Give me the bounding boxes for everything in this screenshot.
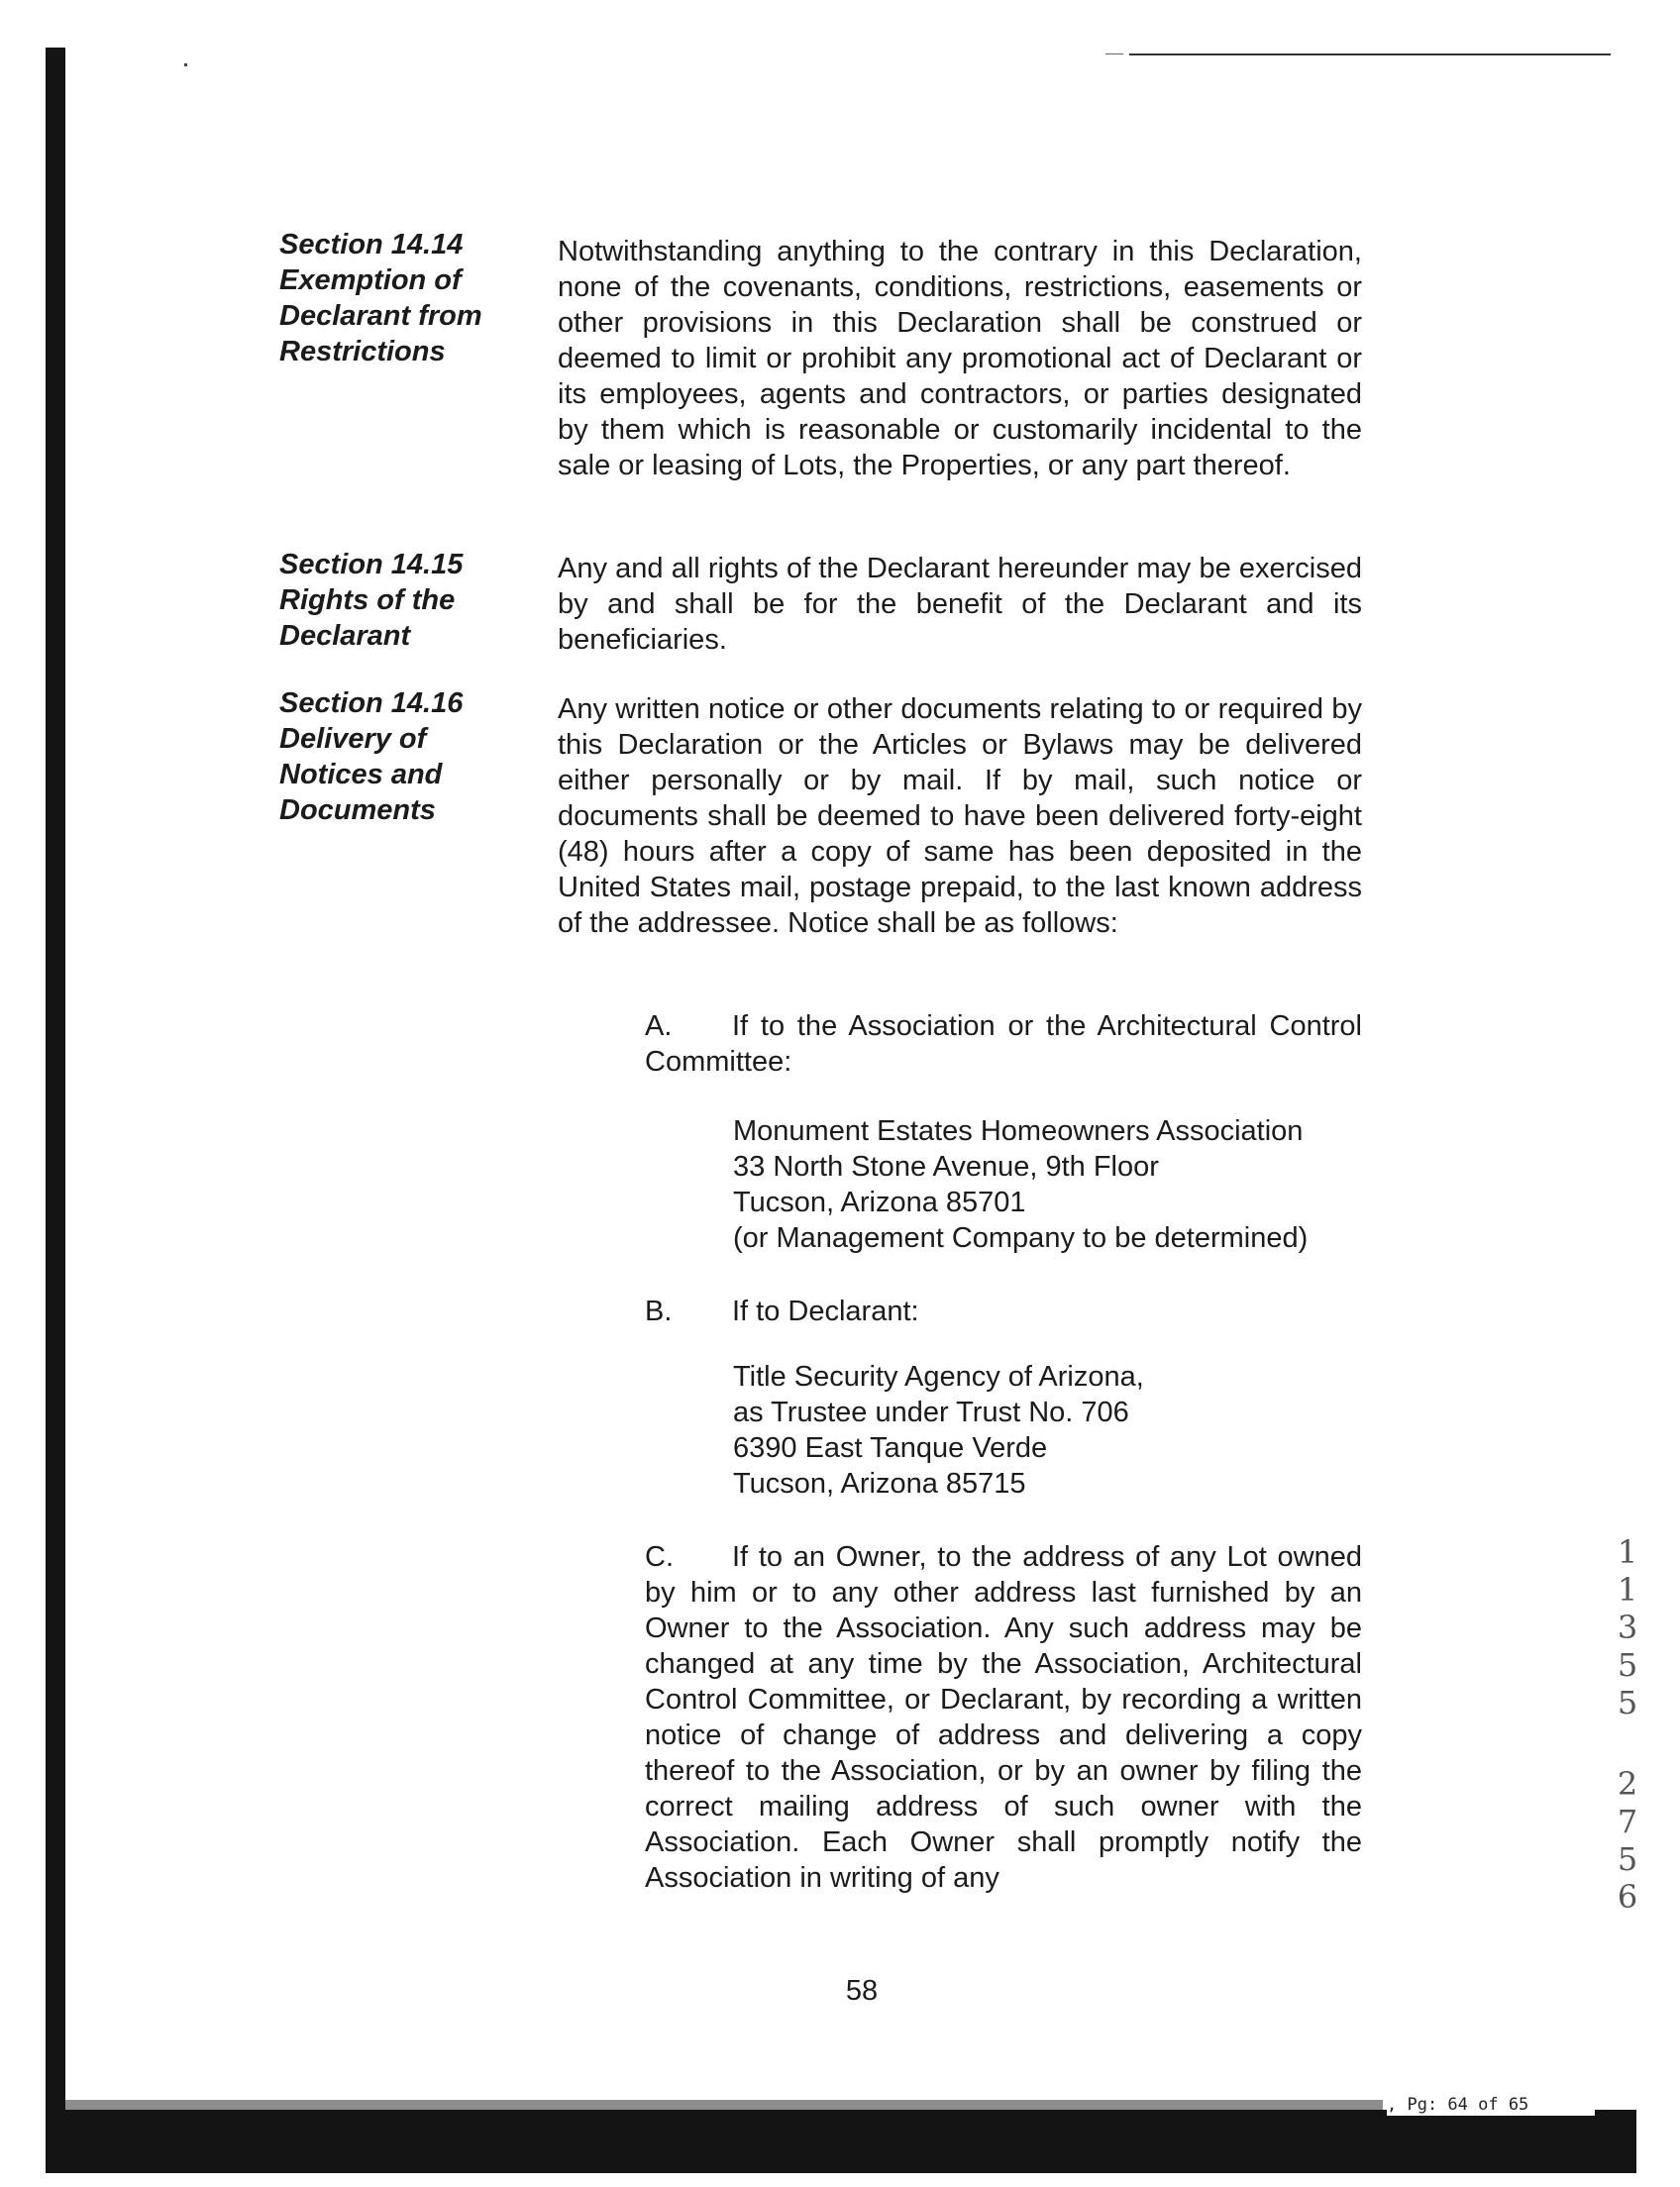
item-letter: C. xyxy=(645,1541,674,1573)
section-14-14-body: Notwithstanding anything to the contrary in this Declaration, none of the covenants, conditions, restrictions, easements or other provisions in this Declaration shall be construed or deemed to limit or prohibit any promotional act of Declarant or its employees, agents and contractors, or parties designated by them which is reasonable or customarily incidental to the sale or leasing of Lots, the Properties, or any part thereof. xyxy=(558,236,1362,481)
stamp-digit: 1 xyxy=(1617,1533,1638,1571)
section-heading-line: Declarant from xyxy=(279,300,482,332)
stamp-digit: 5 xyxy=(1617,1840,1638,1878)
section-heading-line: Notices and xyxy=(279,759,443,790)
section-heading-line: Section 14.14 xyxy=(279,229,464,260)
scan-page-counter: , Pg: 64 of 65 xyxy=(1387,2094,1595,2116)
address-line: 33 North Stone Avenue, 9th Floor xyxy=(733,1151,1159,1183)
address-line: Tucson, Arizona 85701 xyxy=(733,1187,1026,1218)
stamp-digit: 7 xyxy=(1617,1803,1638,1840)
item-letter: B. xyxy=(645,1296,673,1327)
section-14-14-heading xyxy=(279,227,517,369)
notice-item-b xyxy=(645,1294,1362,1329)
section-heading-line: Rights of the xyxy=(279,584,456,616)
section-heading-line: Restrictions xyxy=(279,336,446,367)
item-text: If to the Association or the Architectural Control Committee: xyxy=(645,1010,1362,1078)
section-14-15-body: Any and all rights of the Declarant hereunder may be exercised by and shall be for the benefit of the Declarant and its beneficiaries. xyxy=(558,553,1362,656)
address-line: Monument Estates Homeowners Association xyxy=(733,1115,1304,1147)
stamp-digit: 1 xyxy=(1617,1571,1638,1609)
stamp-digit: 5 xyxy=(1617,1684,1638,1721)
notice-item-c xyxy=(645,1539,1362,1896)
section-heading-line: Exemption of xyxy=(279,264,462,296)
notice-item-a xyxy=(645,1008,1362,1080)
section-heading-line: Documents xyxy=(279,794,436,826)
section-heading-line: Section 14.16 xyxy=(279,687,464,719)
recording-number-stamp xyxy=(1613,1533,1642,1916)
page-number: 58 xyxy=(845,1975,879,2007)
scan-bottom-border xyxy=(46,2110,1636,2173)
item-text: If to Declarant: xyxy=(732,1296,919,1327)
stamp-digit: 3 xyxy=(1617,1609,1638,1646)
address-line: 6390 East Tanque Verde xyxy=(733,1432,1048,1464)
stamp-digit: 2 xyxy=(1617,1765,1638,1803)
address-line: (or Management Company to be determined) xyxy=(733,1222,1309,1254)
stamp-digit: 6 xyxy=(1617,1878,1638,1916)
section-heading-line: Declarant xyxy=(279,620,411,652)
association-address xyxy=(733,1113,1367,1256)
address-line: Title Security Agency of Arizona, xyxy=(733,1361,1144,1393)
scan-left-border xyxy=(46,48,65,2173)
section-14-16-heading xyxy=(279,685,517,828)
address-line: Tucson, Arizona 85715 xyxy=(733,1468,1026,1500)
scan-top-rule xyxy=(1129,53,1611,55)
item-letter: A. xyxy=(645,1010,673,1042)
section-heading-line: Section 14.15 xyxy=(279,549,464,580)
stamp-digit: 5 xyxy=(1617,1646,1638,1684)
section-14-16-body: Any written notice or other documents relating to or required by this Declaration or the Articles or Bylaws may be delivered either personally or by mail. If by mail, such notice or documents shall be deemed to have been delivered forty-eight (48) hours after a copy of same has been deposited in the United States mail, postage prepaid, to the last known address of the addressee. Notice shall be as follows: xyxy=(558,693,1362,939)
item-text: If to an Owner, to the address of any Lot owned by him or to any other address last furnished by an Owner to the Association. Any such address may be changed at any time by the Association, Architectural Control Committee, or Declarant, by recording a written notice of change of address and delivering a copy thereof to the Association, or by an owner by filing the correct mailing address of such owner with the Association. Each Owner shall promptly notify the Association in writing of any xyxy=(645,1541,1362,1894)
declarant-address xyxy=(733,1359,1367,1502)
section-heading-line: Delivery of xyxy=(279,723,427,755)
address-line: as Trustee under Trust No. 706 xyxy=(733,1397,1129,1428)
stamp-gap xyxy=(1613,1721,1642,1765)
scan-speck xyxy=(184,63,187,66)
section-14-15-heading xyxy=(279,547,517,654)
scan-top-dash xyxy=(1105,53,1123,54)
